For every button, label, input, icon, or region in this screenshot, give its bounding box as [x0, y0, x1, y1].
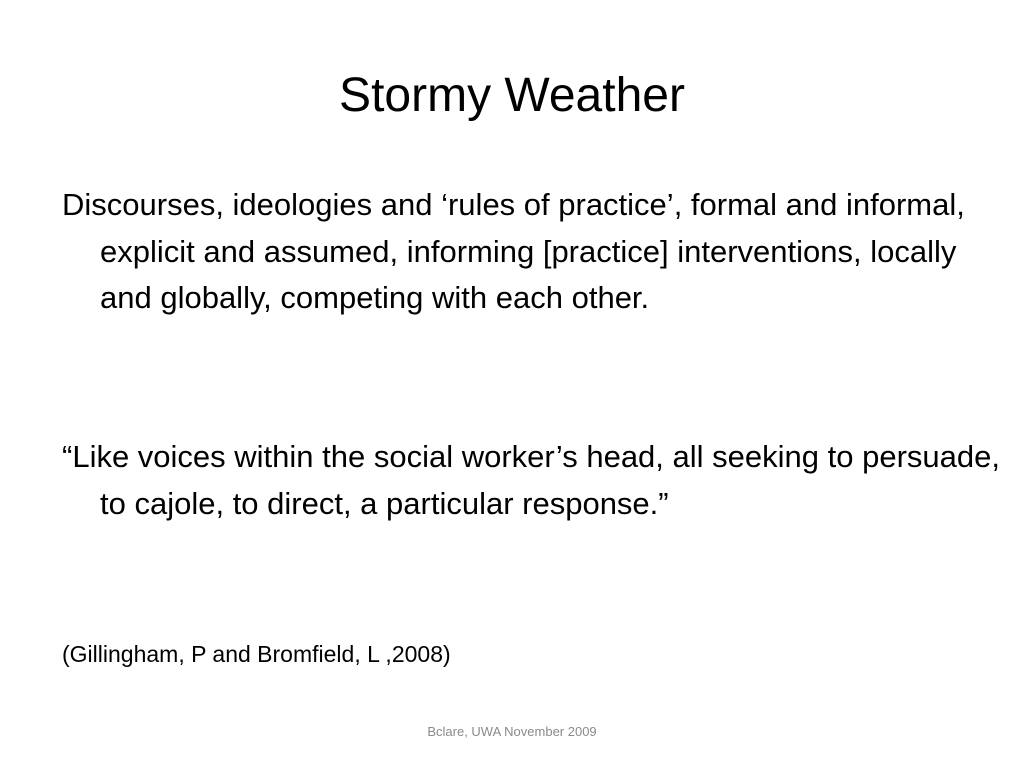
citation: (Gillingham, P and Bromfield, L ,2008) [62, 641, 451, 667]
paragraph-quote: “Like voices within the social worker’s head, all seeking to persuade, to cajole, to direct, a particular response.” [62, 439, 1000, 521]
paragraph-discourses: Discourses, ideologies and ‘rules of practice’, formal and informal, explicit and assumed, informing [practice] interventions, locally and globally, competing with each other. [62, 187, 965, 315]
slide-footer: Bclare, UWA November 2009 [427, 724, 597, 739]
slide-title: Stormy Weather [339, 69, 685, 122]
